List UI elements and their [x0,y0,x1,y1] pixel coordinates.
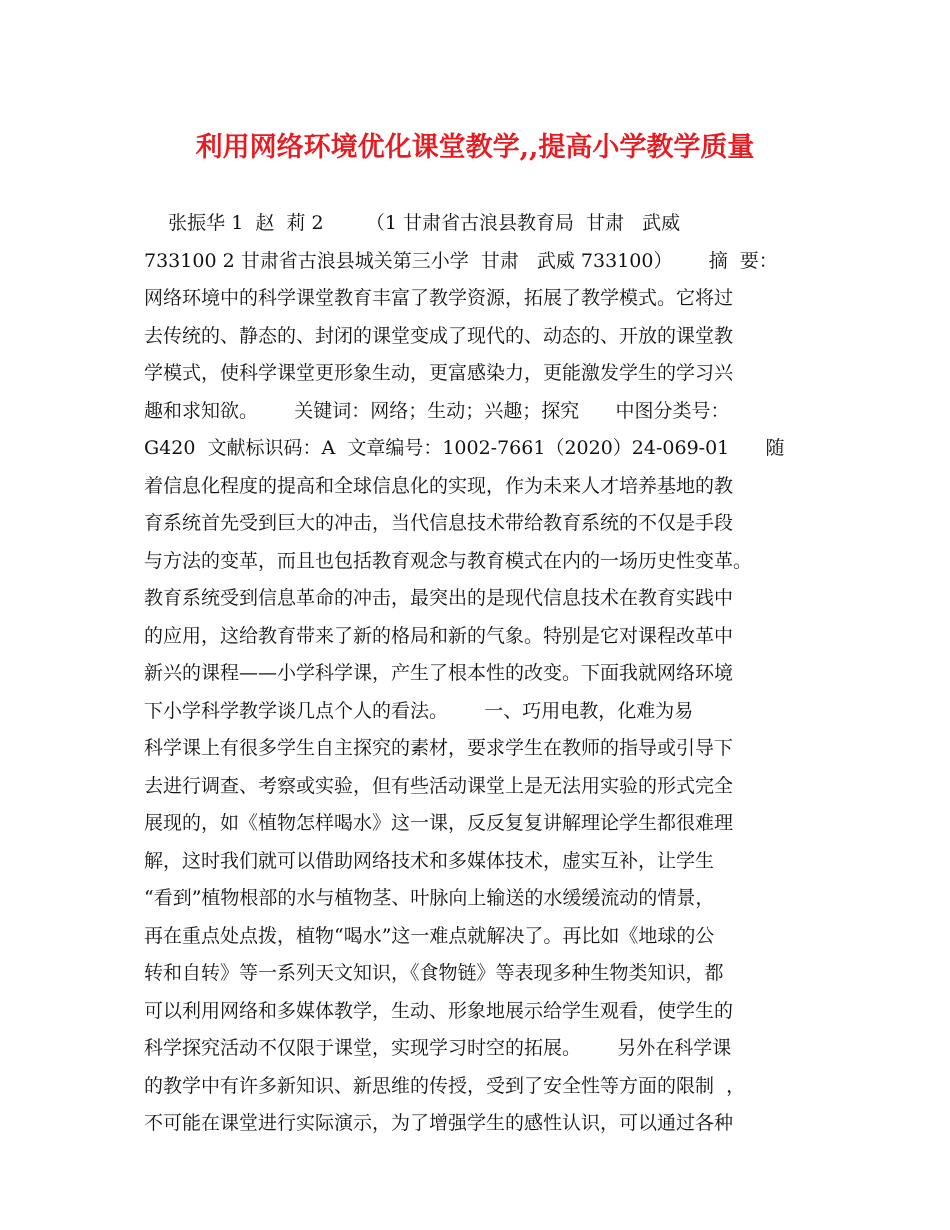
document-title: 利用网络环境优化课堂教学,,提高小学教学质量 [195,132,755,163]
body-line: 的应用，这给教育带来了新的格局和新的气象。特别是它对课程改革中 [144,624,734,647]
body-line: 去进行调查、考察或实验，但有些活动课堂上是无法用实验的形式完全 [144,774,734,797]
body-line: 的教学中有许多新知识、新思维的传授，受到了安全性等方面的限制 ， [144,1074,746,1097]
body-line: 733100 2 甘肃省古浪县城关第三小学 甘肃 武威 733100） 摘 要： [144,249,778,272]
body-line: 解，这时我们就可以借助网络技术和多媒体技术，虚实互补，让学生 [144,849,715,872]
body-line: 科学探究活动不仅限于课堂，实现学习时空的拓展。 另外在科学课 [144,1037,732,1059]
body-line: 不可能在课堂进行实际演示，为了增强学生的感性认识，可以通过各种 [144,1112,734,1134]
document-body [144,205,824,1143]
body-line: 科学课上有很多学生自主探究的素材，要求学生在教师的指导或引导下 [144,737,734,759]
body-line: 着信息化程度的提高和全球信息化的实现，作为未来人才培养基地的教 [144,474,734,497]
body-line: 可以利用网络和多媒体教学，生动、形象地展示给学生观看，使学生的 [144,999,734,1022]
body-line: 趣和求知欲。 关键词：网络；生动；兴趣；探究 中图分类号： [144,399,730,422]
body-line: 育系统首先受到巨大的冲击，当代信息技术带给教育系统的不仅是手段 [144,512,734,534]
body-line: 教育系统受到信息革命的冲击，最突出的是现代信息技术在教育实践中 [144,587,734,609]
body-line: 学模式，使科学课堂更形象生动，更富感染力，更能激发学生的学习兴 [144,362,734,384]
body-line: 与方法的变革，而且也包括教育观念与教育模式在内的一场历史性变革。 [144,549,753,572]
body-line: 新兴的课程——小学科学课，产生了根本性的改变。下面我就网络环境 [144,662,734,684]
body-line: 去传统的、静态的、封闭的课堂变成了现代的、动态的、开放的课堂教 [144,324,734,347]
body-line: 下小学科学教学谈几点个人的看法。 一、巧用电教，化难为易 [144,699,694,722]
body-line: “看到”植物根部的水与植物茎、叶脉向上输送的水缓缓流动的情景， [144,887,715,909]
body-line: 转和自转》等一系列天文知识，《食物链》等表现多种生物类知识，都 [144,962,724,984]
body-line: 网络环境中的科学课堂教育丰富了教学资源，拓展了教学模式。它将过 [144,287,734,309]
body-line: 张振华 1 赵 莉 2 （1 甘肃省古浪县教育局 甘肃 武威 [144,212,681,234]
body-line: 展现的，如《植物怎样喝水》这一课，反反复复讲解理论学生都很难理 [144,812,734,834]
body-line: G420 文献标识码：A 文章编号：1002-7661（2020）24-069-01 随 [144,437,785,459]
body-line: 再在重点处点拨，植物“喝水”这一难点就解决了。再比如《地球的公 [144,924,715,947]
